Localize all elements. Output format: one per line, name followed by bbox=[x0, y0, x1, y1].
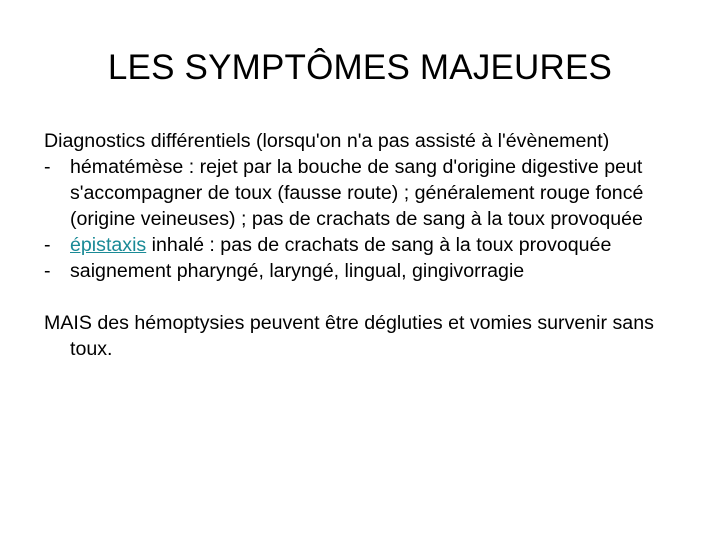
differential-diagnosis-note: (lorsqu'on n'a pas assisté à l'évènement) bbox=[250, 130, 610, 152]
bullet-item-bleeding bbox=[44, 258, 694, 284]
bullet-dash: - bbox=[44, 234, 51, 256]
bullet-dash: - bbox=[44, 260, 51, 282]
warning-heading: MAIS bbox=[44, 312, 92, 334]
differential-diagnosis-paragraph bbox=[44, 128, 694, 154]
bullet-text: hématémèse : rejet par la bouche de sang d'origine digestive peut s'accompagner de toux (fausse route) ; généralement rouge foncé (origine veineuses) ; pas de crachats de sang à la toux provoquée bbox=[70, 156, 644, 230]
bullet-dash: - bbox=[44, 156, 51, 178]
paragraph-spacer bbox=[44, 284, 694, 310]
warning-text: des hémoptysies peuvent être dégluties et vomies survenir sans toux. bbox=[70, 312, 654, 360]
slide-title: LES SYMPTÔMES MAJEURES bbox=[107, 48, 613, 87]
slide-body bbox=[44, 128, 694, 362]
bullet-item-epistaxis bbox=[44, 232, 694, 258]
bullet-text: saignement pharyngé, laryngé, lingual, gingivorragie bbox=[70, 260, 525, 282]
differential-diagnosis-heading: Diagnostics différentiels bbox=[44, 130, 251, 152]
epistaxis-link[interactable]: épistaxis bbox=[70, 234, 147, 256]
bullet-text: inhalé : pas de crachats de sang à la toux provoquée bbox=[146, 234, 612, 256]
warning-paragraph bbox=[44, 310, 694, 362]
bullet-item-hematemesis bbox=[44, 154, 694, 232]
